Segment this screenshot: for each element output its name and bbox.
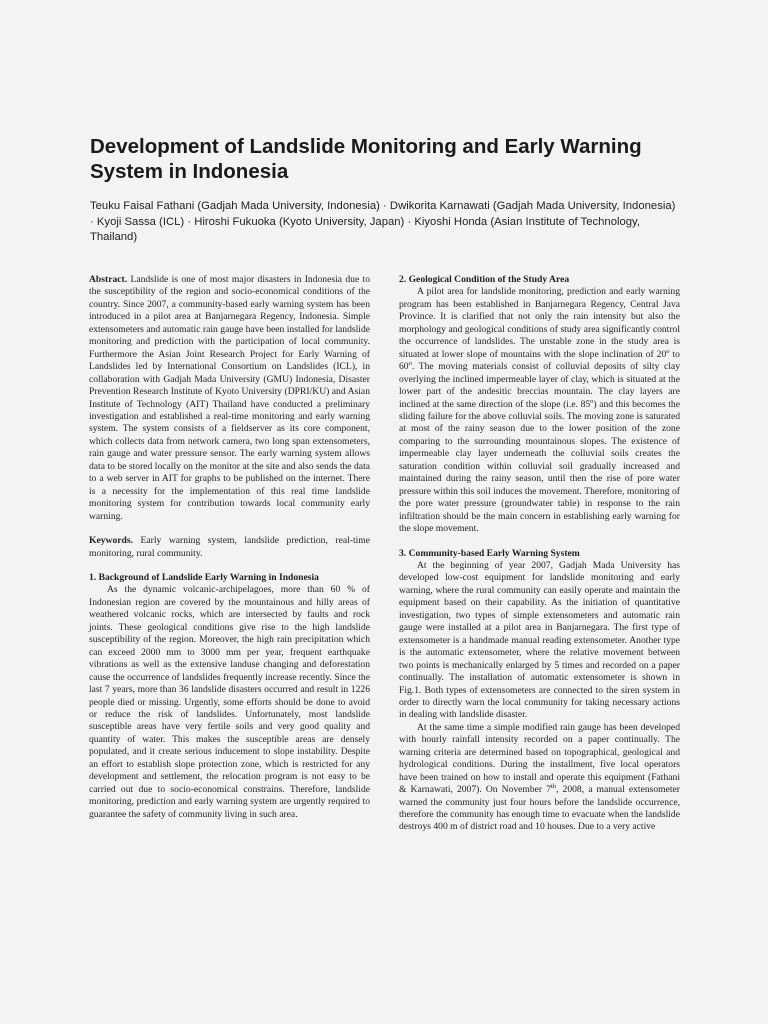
author-list: Teuku Faisal Fathani (Gadjah Mada University, Indonesia) · Dwikorita Karnawati (Gadjah Mada University, Indonesia) · Kyoji Sassa (ICL) · Hiroshi Fukuoka (Kyoto University, Japan) · Kiyoshi Honda (Asian Institute of Technology, Thailand)	[90, 200, 676, 244]
left-column	[89, 274, 370, 821]
section-3-heading: 3. Community-based Early Warning System	[399, 547, 580, 559]
section-3-text-part: , 2008, a manual extensometer warned the community just four hours before the landslide occurrence, therefore the community has enough time to evacuate when the landslide destroys 400 m of district road and 10 houses. Due to a very active	[399, 784, 680, 833]
degree-sign: o	[666, 347, 670, 355]
keywords-paragraph	[89, 535, 370, 560]
ordinal-suffix: th	[551, 782, 557, 790]
degree-sign: o	[590, 397, 594, 405]
abstract-paragraph	[89, 274, 370, 523]
paper-title: Development of Landslide Monitoring and Early Warning System in Indonesia	[90, 135, 642, 183]
keywords-text: Early warning system, landslide prediction, real-time monitoring, rural community.	[89, 535, 370, 559]
keywords-label: Keywords.	[89, 535, 133, 547]
section-2-text-part: . The moving materials consist of colluvial deposits of silty clay overlying the inclined impermeable layer of clay, which is situated at the lower part of the andesitic breccias mountain. The clay layers are inclined at the same direction of the slope (i.e. 85	[399, 361, 680, 410]
abstract-text: Landslide is one of most major disasters in Indonesia due to the susceptibility of the region and socio-economical conditions of the country. Since 2007, a community-based early warning system has been introduced in a pilot area at Banjarnegara Regency, Indonesia. Simple extensometers and automatic rain gauge have been installed for landslide monitoring and prediction with the participation of local community. Furthermore the Asian Joint Research Project for Early Warning of Landslides led by International Consortium on Landslides (ICL), in collaboration with Gadjah Mada University (GMU) Indonesia, Disaster Prevention Research Institute of Kyoto University (DPRI/KU) and Asian Institute of Technology (AIT) Thailand have conducted a preliminary investigation and established a real-time monitoring and early warning system. The system consists of a fieldserver as its core component, which collects data from network camera, two long span extensometers, rain gauge and water pressure sensor. The early warning system allows data to be stored locally on the monitor at the site and also sends the data to a web server in AIT for graphs to be published on the internet. There is a necessity for the implementation of this real time landslide monitoring system for contribution towards local community early warning.	[89, 274, 370, 522]
section-2-text-part: to 60	[399, 348, 680, 373]
section-3-text-part: At the same time a simple modified rain gauge has been developed with hourly rainfall intensity recorded on a paper continually. The warning criteria are determined based on topographical, geological and hydrological conditions. During the installment, five local operators have been trained on how to install and operate this equipment (Fathani & Karnawati, 2007). On November 7	[399, 721, 680, 796]
section-3-paragraph-2	[399, 722, 680, 834]
section-2-text	[399, 286, 680, 535]
section-2-heading: 2. Geological Condition of the Study Area	[399, 274, 570, 285]
section-2-text-part: A pilot area for landslide monitoring, prediction and early warning program has been established in Banjarnegara Regency, Central Java Province. It is clarified that not only the rain intensity but also the morphology and geological conditions of study area significantly control the occurrence of landslides. The unstable zone in the study area is situated at lower slope of mountains with the slope inclination of 20	[399, 286, 680, 360]
section-1-heading: 1. Background of Landslide Early Warning in Indonesia	[89, 571, 319, 583]
right-column	[399, 274, 680, 834]
section-3-paragraph-1: At the beginning of year 2007, Gadjah Mada University has developed low-cost equipment for landslide monitoring and early warning, where the rural community can easily operate and maintain the equipment based on their capability. As the initiation of quantitative investigation, two types of simple extensometers and automatic rain gauge were installed at a pilot area in Banjarnegara. The first type of extensometer is a handmade manual reading extensometer. Another type is the automatic extensometer, where the relative movement between two points is mechanically enlarged by 5 times and recorded on a paper continually. The installation of automatic extensometer is shown in Fig.1. Both types of extensometers are connected to the siren system in order to directly warn the local community for taking necessary actions in dealing with landslide disaster.	[399, 559, 680, 721]
section-2-text-part: ) and this becomes the sliding failure for the above colluvial soils. The moving zone is saturated at most of the rainy season due to the lower position of the zone comparing to the surrounding mountainous slopes. The existence of impermeable clay layer underneath the colluvial soils creates the saturation condition within colluvial soil gradually increased and maintained during the rainy season, until then the rise of pore water pressure within this soil induces the movement. Therefore, monitoring of the pore water pressure (groundwater table) in response to the rain infiltration should be the main concern in establishing early warning for the slope movement.	[399, 398, 680, 535]
degree-sign: o	[408, 359, 412, 367]
section-1-text: As the dynamic volcanic-archipelagoes, more than 60 % of Indonesian region are covered by the mountainous and hilly areas of weathered volcanic rocks, which are intersected by faults and rock joints. These geological conditions give rise to the high landslide susceptibility of the region. Moreover, the high rain precipitation which can exceed 2000 mm to 3000 mm per year, frequent earthquake vibrations as well as the extensive landuse changing and deforestation cause the occurrence of landslides frequently increase recently. Since the last 7 years, more than 36 landslide disasters occurred and result in 1226 people died or missing. Urgently, some efforts should be done to avoid or reduce the risk of landslides. Unfortunately, most landslide susceptible areas have very fertile soils and very good quality and quantity of water. This makes the susceptible areas are densely populated, and it create serious inducement to slope instability. Despite an effort to establish slope protection zone, which is restricted for any development and settlement, the relocation program is not easy to be carried out due to socio-economical constrains. Therefore, landslide monitoring, prediction and early warning system are urgently required to guarantee the safety of community living in such area.	[89, 584, 370, 820]
abstract-label: Abstract.	[89, 274, 128, 285]
